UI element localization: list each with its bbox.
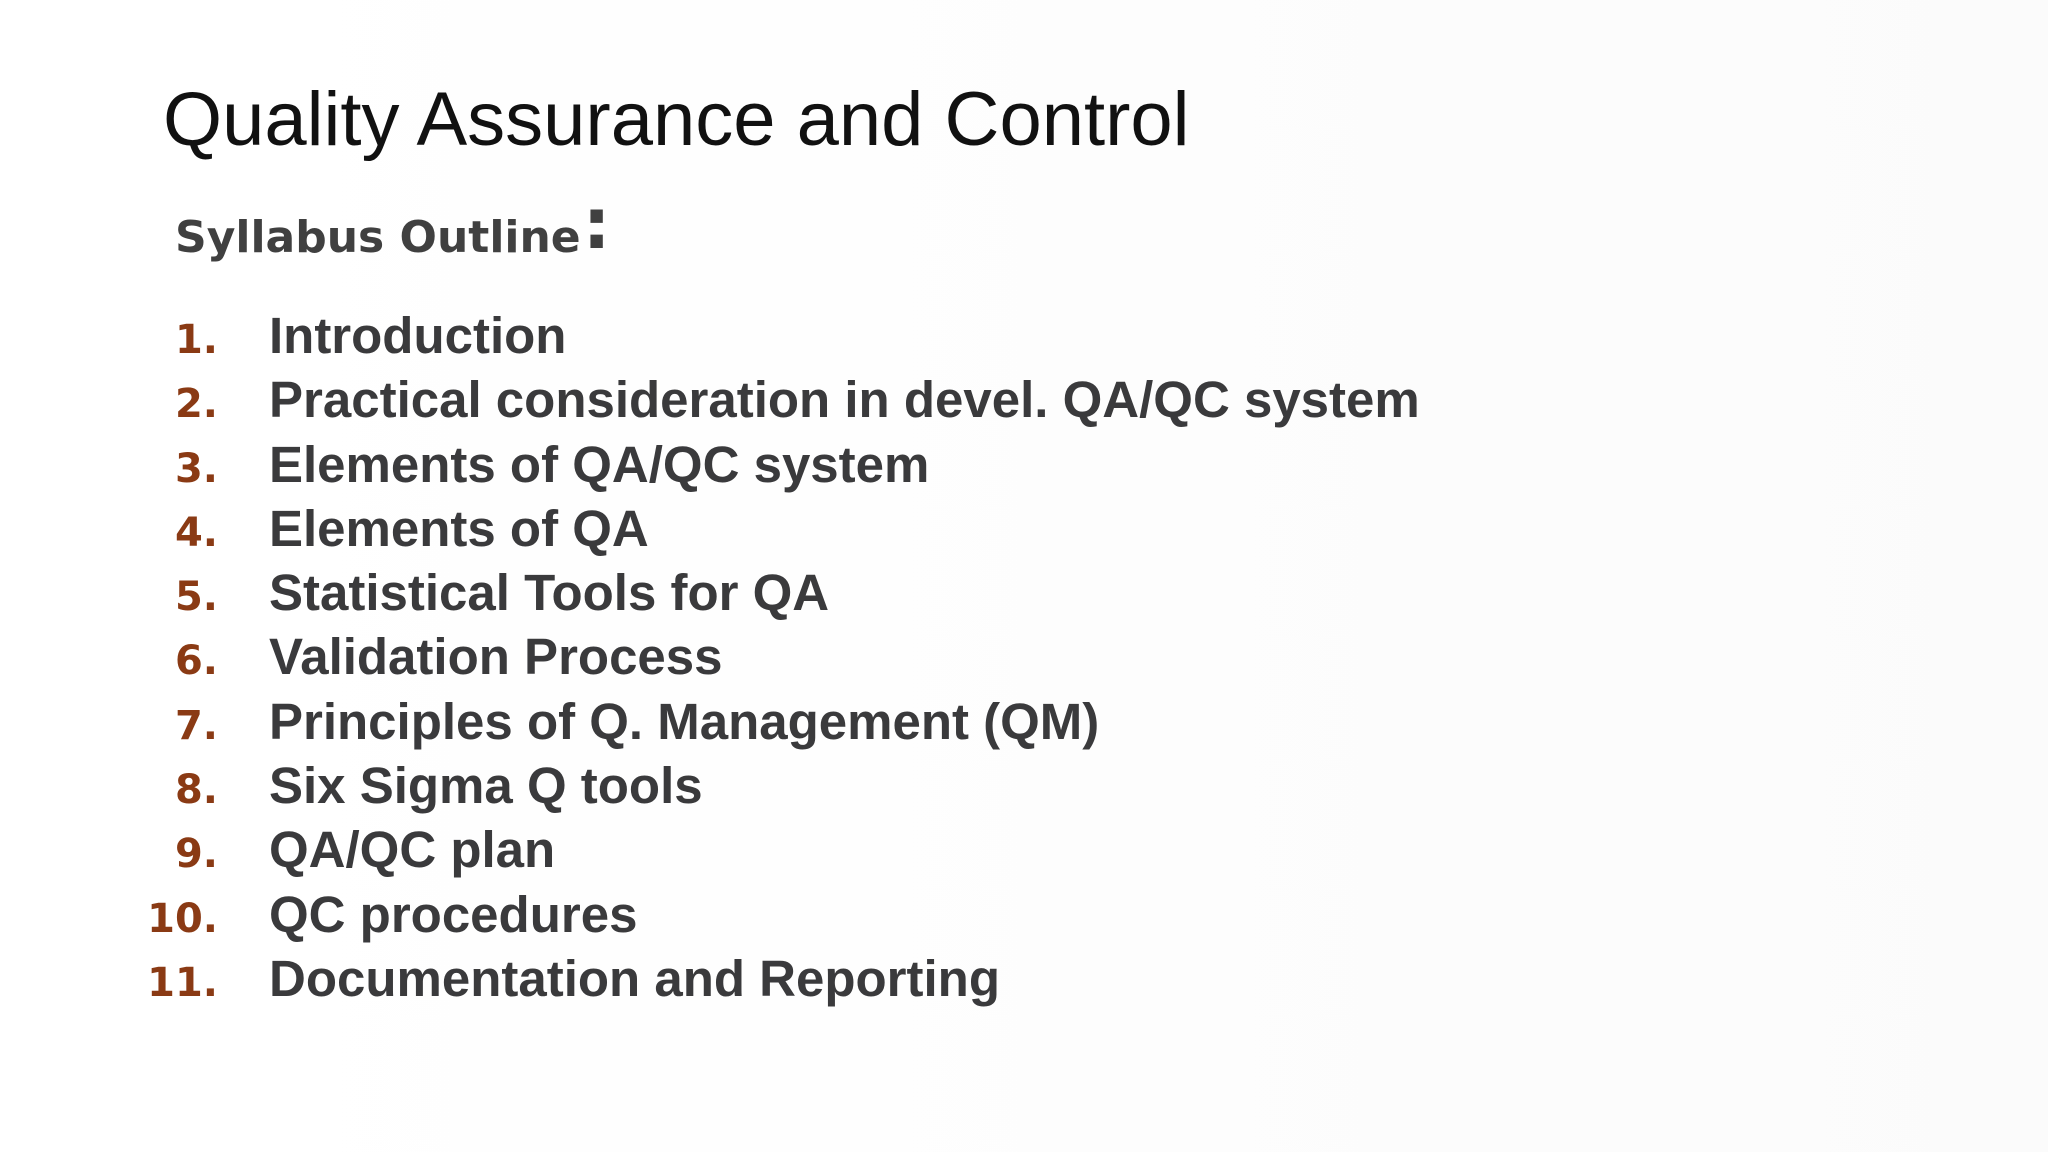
list-item-text: Documentation and Reporting bbox=[269, 949, 1000, 1007]
list-item-number: 6. bbox=[174, 638, 218, 685]
list-item-text: Validation Process bbox=[269, 628, 723, 686]
slide-title: Quality Assurance and Control bbox=[163, 77, 1190, 162]
list-item-number: 5. bbox=[174, 574, 218, 621]
list-item-number: 9. bbox=[174, 831, 218, 878]
list-item-number: 11. bbox=[147, 959, 218, 1006]
list-item-number: 1. bbox=[174, 317, 218, 363]
list-item-number: 2. bbox=[174, 381, 218, 428]
subtitle-text: Syllabus Outline bbox=[175, 212, 581, 263]
slide-subtitle bbox=[175, 183, 611, 270]
list-item-text: Statistical Tools for QA bbox=[269, 564, 830, 622]
list-item-text: Principles of Q. Management (QM) bbox=[269, 692, 1100, 750]
list-item-text: QA/QC plan bbox=[269, 821, 556, 879]
list-item-text: QC procedures bbox=[269, 885, 638, 943]
list-item-number: 7. bbox=[174, 702, 218, 749]
list-item-number: 4. bbox=[174, 509, 218, 556]
list-item-text: Introduction bbox=[269, 307, 567, 364]
list-item-number: 8. bbox=[174, 767, 218, 814]
subtitle-colon: : bbox=[582, 183, 611, 265]
list-item-text: Elements of QA/QC system bbox=[269, 435, 930, 493]
list-item-number: 3. bbox=[174, 445, 218, 492]
list-item-text: Practical consideration in devel. QA/QC system bbox=[269, 371, 1420, 429]
list-item-text: Elements of QA bbox=[269, 499, 649, 557]
list-item-number: 10. bbox=[147, 895, 218, 942]
list-item-text: Six Sigma Q tools bbox=[269, 757, 703, 815]
